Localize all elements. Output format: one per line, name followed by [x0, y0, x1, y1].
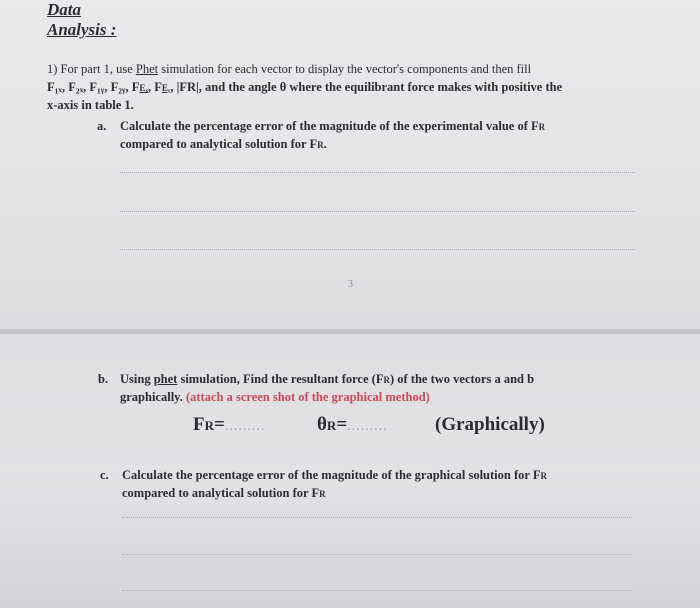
theta-dots: .........	[347, 419, 388, 434]
answer-line	[120, 211, 635, 212]
qb-label: b.	[98, 372, 109, 386]
answer-line	[120, 172, 635, 173]
qb-text-1c: ) of the two vectors a and b	[389, 372, 535, 386]
q1a-sub2: R	[317, 140, 324, 150]
fr-eq: =	[214, 414, 225, 435]
q1-fex: Eₓ	[139, 83, 148, 93]
graphically-label: (Graphically)	[435, 414, 545, 435]
qb-text-1b: simulation, Find the resultant force (F	[177, 372, 384, 386]
q1a-label: a.	[97, 119, 107, 133]
fr-label: F	[193, 414, 205, 435]
qb-text-2: graphically.	[120, 390, 183, 404]
fr-dots: .........	[224, 419, 266, 434]
heading-data: Data	[47, 0, 81, 19]
q1-line2	[47, 78, 687, 97]
qc-sub2: R	[319, 489, 326, 499]
page-number: 3	[348, 279, 353, 290]
qc-sub1: R	[540, 471, 547, 481]
q1-line3: x-axis in table 1.	[47, 98, 134, 112]
q1a-text-1: Calculate the percentage error of the magnitude of the experimental value of F	[120, 119, 539, 133]
qb-sub: R	[383, 375, 390, 385]
q1-fey: Eᵧ	[161, 83, 171, 93]
answer-line	[120, 249, 635, 250]
fr-result	[193, 414, 265, 436]
qc-label: c.	[100, 468, 109, 482]
q1a-sub: R	[538, 122, 546, 132]
q1-rest: , |FR|, and the angle θ where the equilibrant force makes with positive the	[170, 80, 563, 94]
q1a-text	[120, 117, 680, 136]
qb-line1	[120, 370, 680, 389]
qc-line2	[122, 484, 326, 503]
q1-fey-prefix: , F	[147, 80, 162, 94]
qb-red-note: (attach a screen shot of the graphical method)	[185, 390, 430, 404]
q1-components: F₁ₓ, F₂ₓ, F₁ᵧ, F₂ᵧ, F	[47, 80, 140, 94]
q1a-text-2: compared to analytical solution for F	[120, 137, 318, 151]
qc-line1	[122, 466, 682, 485]
q1-intro-b: simulation for each vector to display the vector's components and then fill	[158, 62, 532, 76]
theta-label: θ	[317, 414, 327, 435]
fr-sub: R	[204, 418, 214, 433]
qc-text-1: Calculate the percentage error of the magnitude of the graphical solution for F	[122, 468, 541, 482]
q1-intro-a: 1) For part 1, use	[47, 62, 136, 76]
q1-phet: Phet	[135, 62, 159, 76]
answer-line	[122, 517, 632, 518]
qb-text-1a: Using	[120, 372, 154, 386]
q1a-end: .	[323, 137, 327, 151]
answer-line	[122, 590, 632, 591]
qb-line2	[120, 388, 680, 406]
theta-result	[317, 414, 388, 436]
qc-text-2: compared to analytical solution for F	[122, 486, 320, 500]
qb-phet: phet	[153, 372, 178, 386]
theta-eq: =	[336, 414, 348, 435]
q1-line1	[47, 60, 687, 78]
heading-analysis: Analysis :	[47, 20, 117, 39]
theta-sub: R	[326, 418, 337, 433]
q1a-text-2-line	[120, 135, 327, 154]
answer-line	[122, 554, 632, 555]
